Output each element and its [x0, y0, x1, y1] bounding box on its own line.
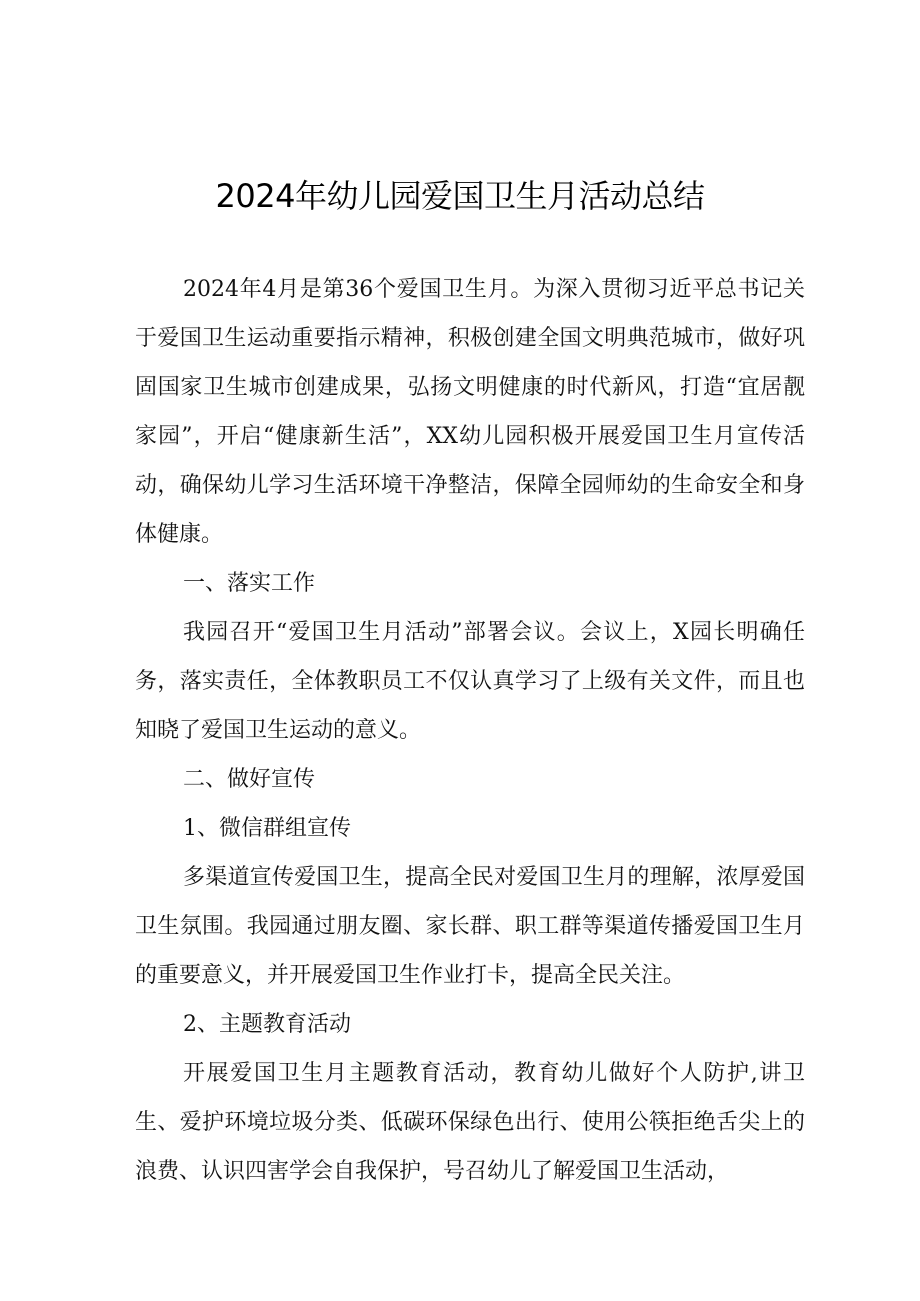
intro-paragraph: 2024年4月是第36个爱国卫生月。为深入贯彻习近平总书记关于爱国卫生运动重要指示精神，积极创建全国文明典范城市，做好巩固国家卫生城市创建成果，弘扬文明健康的时代新风，打造“宜居靓家园”，开启“健康新生活”，XX幼儿园积极开展爱国卫生月宣传活动，确保幼儿学习生活环境干净整洁，保障全园师幼的生命安全和身体健康。	[135, 277, 805, 547]
document-body	[135, 265, 805, 1196]
document-title: 2024年幼儿园爱国卫生月活动总结	[215, 177, 705, 215]
implementation-paragraph: 我园召开“爱国卫生月活动”部署会议。会议上，X园长明确任务，落实责任，全体教职员工不仅认真学习了上级有关文件，而且也知晓了爱国卫生运动的意义。	[135, 620, 805, 743]
subheading-theme-education: 2、主题教育活动	[183, 1012, 351, 1037]
section-heading-publicity: 二、做好宣传	[183, 767, 316, 792]
section-heading-implementation: 一、落实工作	[183, 571, 316, 596]
theme-education-paragraph: 开展爱国卫生月主题教育活动，教育幼儿做好个人防护,讲卫生、爱护环境垃圾分类、低碳环保绿色出行、使用公筷拒绝舌尖上的浪费、认识四害学会自我保护，号召幼儿了解爱国卫生活动，	[135, 1061, 805, 1184]
subheading-wechat-publicity: 1、微信群组宣传	[183, 816, 351, 841]
wechat-publicity-paragraph: 多渠道宣传爱国卫生，提高全民对爱国卫生月的理解，浓厚爱国卫生氛围。我园通过朋友圈、家长群、职工群等渠道传播爱国卫生月的重要意义，并开展爱国卫生作业打卡，提高全民关注。	[135, 865, 805, 988]
